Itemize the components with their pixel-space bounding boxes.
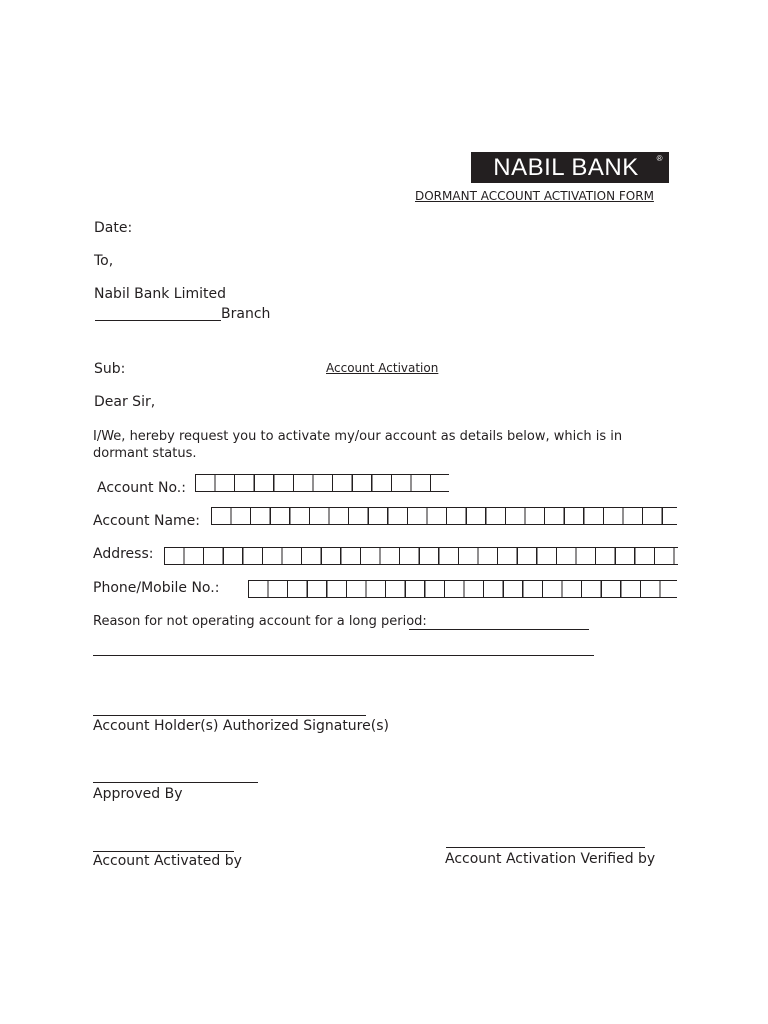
holder-signature-line[interactable] (93, 715, 366, 716)
subject-text: Account Activation (326, 361, 439, 375)
account-no-label: Account No.: (97, 480, 186, 496)
nabil-bank-logo (471, 152, 669, 183)
branch-name-line[interactable] (95, 320, 221, 321)
request-paragraph: I/We, hereby request you to activate my/our account as details below, which is in dormant status. (93, 429, 623, 461)
form-title: DORMANT ACCOUNT ACTIVATION FORM (415, 189, 654, 203)
registered-mark: ® (656, 154, 663, 163)
activated-by-line[interactable] (93, 851, 234, 852)
reason-label: Reason for not operating account for a long period: (93, 614, 427, 629)
verified-by-line[interactable] (446, 847, 645, 848)
logo-text: NABIL BANK (493, 154, 639, 181)
branch-label: Branch (221, 306, 271, 322)
bank-name: Nabil Bank Limited (94, 286, 226, 302)
to-label: To, (94, 253, 114, 269)
subject-label: Sub: (94, 361, 126, 377)
phone-boxes[interactable] (248, 580, 677, 598)
address-label: Address: (93, 546, 154, 562)
approved-by-label: Approved By (93, 786, 183, 802)
date-label: Date: (94, 220, 133, 236)
verified-by-label: Account Activation Verified by (445, 851, 656, 867)
address-boxes[interactable] (164, 547, 678, 565)
holder-signature-label: Account Holder(s) Authorized Signature(s) (93, 718, 389, 734)
salutation: Dear Sir, (94, 394, 156, 410)
approved-by-line[interactable] (93, 782, 258, 783)
account-name-label: Account Name: (93, 513, 200, 529)
activated-by-label: Account Activated by (93, 853, 242, 869)
reason-line-1[interactable] (409, 629, 589, 630)
account-no-boxes[interactable] (195, 474, 449, 492)
reason-line-2[interactable] (93, 655, 594, 656)
account-name-boxes[interactable] (211, 507, 677, 525)
phone-label: Phone/Mobile No.: (93, 580, 220, 596)
